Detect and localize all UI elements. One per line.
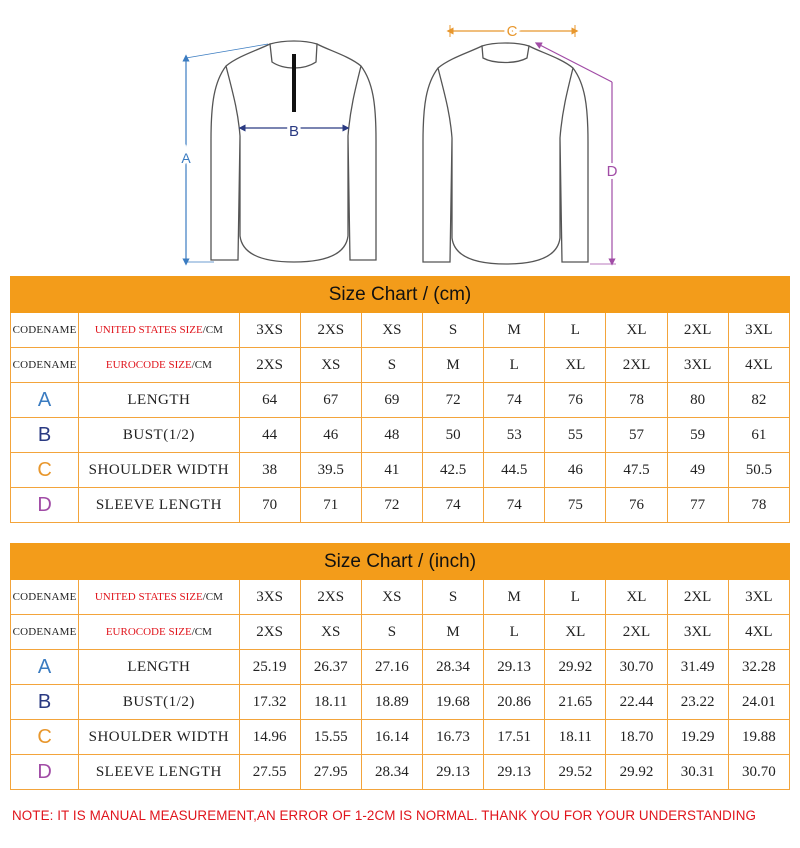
table-cell: L	[545, 580, 606, 615]
table-cell: 30.70	[728, 755, 789, 790]
table-cell: 74	[423, 488, 484, 523]
table-cell: 14.96	[239, 720, 300, 755]
table-cell: 30.31	[667, 755, 728, 790]
codename-cell: CODENAME	[11, 348, 79, 383]
table-cell: M	[484, 580, 545, 615]
table-cell: 2XL	[667, 313, 728, 348]
size-chart-inch	[10, 543, 790, 790]
table-cell: XS	[361, 580, 422, 615]
measure-letter: D	[11, 755, 79, 790]
table-cell: 27.55	[239, 755, 300, 790]
table-cell: 75	[545, 488, 606, 523]
table-cell: 24.01	[728, 685, 789, 720]
measurement-name: SLEEVE LENGTH	[79, 755, 239, 790]
table-cell: 2XS	[300, 580, 361, 615]
table-cell: 70	[239, 488, 300, 523]
table-cell: 25.19	[239, 650, 300, 685]
measurement-name: SHOULDER WIDTH	[79, 720, 239, 755]
table-cell: 18.89	[361, 685, 422, 720]
table-cell: S	[361, 615, 422, 650]
table-cell: 23.22	[667, 685, 728, 720]
table-row	[11, 313, 790, 348]
size-system-name: EUROCODE SIZE	[105, 359, 192, 371]
table-cell: XL	[545, 348, 606, 383]
measurement-name: LENGTH	[79, 650, 239, 685]
label-b: B	[288, 123, 300, 140]
table-cell: 17.32	[239, 685, 300, 720]
table-cell: 18.11	[545, 720, 606, 755]
table-cell: 4XL	[728, 615, 789, 650]
table-cell: XL	[606, 313, 667, 348]
table-cell: 53	[484, 418, 545, 453]
measure-letter: D	[11, 488, 79, 523]
measure-letter: A	[11, 383, 79, 418]
table-cell: M	[423, 348, 484, 383]
table-cell: L	[545, 313, 606, 348]
table-cell: 50.5	[728, 453, 789, 488]
back-shirt-outline	[423, 43, 588, 264]
size-system-name: EUROCODE SIZE	[105, 626, 192, 638]
size-chart-cm	[10, 276, 790, 523]
table-cell: 32.28	[728, 650, 789, 685]
table-title: Size Chart / (inch)	[11, 544, 790, 580]
table-cell: 71	[300, 488, 361, 523]
table-cell: L	[484, 348, 545, 383]
table-cell: M	[422, 615, 483, 650]
size-system-unit: /CM	[202, 591, 223, 603]
table-cell: 78	[606, 383, 667, 418]
measurement-name: LENGTH	[79, 383, 239, 418]
size-system-unit: /CM	[202, 324, 223, 336]
measurement-name: BUST(1/2)	[79, 685, 239, 720]
table-cell: 3XL	[667, 615, 728, 650]
table-cell: 29.13	[484, 755, 545, 790]
table-cell: S	[361, 348, 422, 383]
table-cell: 44	[239, 418, 300, 453]
table-cell: 17.51	[484, 720, 545, 755]
table-cell: L	[484, 615, 545, 650]
size-system-label	[79, 348, 239, 383]
table-cell: 29.92	[606, 755, 667, 790]
table-cell: 19.88	[728, 720, 789, 755]
table-cell: 78	[728, 488, 789, 523]
measure-letter: C	[11, 720, 79, 755]
table-cell: 19.29	[667, 720, 728, 755]
table-cell: XS	[300, 348, 361, 383]
table-cell: 3XS	[239, 313, 300, 348]
table-cell: 31.49	[667, 650, 728, 685]
table-cell: 30.70	[606, 650, 667, 685]
table-cell: 18.11	[300, 685, 361, 720]
table-cell: 22.44	[606, 685, 667, 720]
table-cell: 49	[667, 453, 728, 488]
codename-cell: CODENAME	[11, 615, 79, 650]
table-row	[11, 453, 790, 488]
table-cell: XL	[545, 615, 606, 650]
table-cell: 67	[300, 383, 361, 418]
table-cell: 42.5	[423, 453, 484, 488]
table-cell: 15.55	[300, 720, 361, 755]
table-cell: 29.92	[545, 650, 606, 685]
table-cell: 19.68	[422, 685, 483, 720]
table-cell: 2XL	[606, 348, 667, 383]
table-row	[11, 418, 790, 453]
table-cell: XS	[300, 615, 361, 650]
label-a: A	[181, 150, 191, 166]
table-cell: 80	[667, 383, 728, 418]
table-cell: 2XS	[239, 348, 300, 383]
table-cell: 74	[484, 383, 545, 418]
measurement-name: SLEEVE LENGTH	[79, 488, 239, 523]
table-row	[11, 580, 790, 615]
table-cell: 59	[667, 418, 728, 453]
size-system-name: UNITED STATES SIZE	[94, 591, 203, 603]
table-cell: 29.13	[422, 755, 483, 790]
table-cell: 16.14	[361, 720, 422, 755]
table-cell: 2XL	[606, 615, 667, 650]
table-cell: 2XS	[239, 615, 300, 650]
table-cell: 29.13	[484, 650, 545, 685]
table-cell: 82	[728, 383, 789, 418]
measurement-name: BUST(1/2)	[79, 418, 239, 453]
table-cell: 55	[545, 418, 606, 453]
table-row	[11, 755, 790, 790]
table-cell: 44.5	[484, 453, 545, 488]
size-system-label	[79, 313, 239, 348]
table-cell: 20.86	[484, 685, 545, 720]
size-system-name: UNITED STATES SIZE	[94, 324, 203, 336]
size-system-unit: /CM	[191, 359, 212, 371]
table-cell: 77	[667, 488, 728, 523]
table-cell: 29.52	[545, 755, 606, 790]
table-cell: 38	[239, 453, 300, 488]
table-row	[11, 348, 790, 383]
table-cell: 3XL	[728, 313, 789, 348]
table-cell: 64	[239, 383, 300, 418]
size-system-label	[79, 615, 239, 650]
measurement-note: NOTE: IT IS MANUAL MEASUREMENT,AN ERROR OF 1-2CM IS NORMAL. THANK YOU FOR YOUR UNDERSTANDING	[12, 808, 757, 823]
table-cell: 27.16	[361, 650, 422, 685]
table-cell: 18.70	[606, 720, 667, 755]
table-cell: 61	[728, 418, 789, 453]
table-cell: 16.73	[422, 720, 483, 755]
table-cell: 48	[361, 418, 422, 453]
table-cell: 46	[545, 453, 606, 488]
measure-letter: C	[11, 453, 79, 488]
measurement-name: SHOULDER WIDTH	[79, 453, 239, 488]
measure-letter: A	[11, 650, 79, 685]
garment-measurement-diagram	[0, 0, 800, 275]
table-cell: 72	[423, 383, 484, 418]
table-title: Size Chart / (cm)	[11, 277, 790, 313]
size-system-unit: /CM	[191, 626, 212, 638]
front-zipper	[292, 54, 296, 112]
table-cell: 4XL	[728, 348, 789, 383]
table-row	[11, 685, 790, 720]
table-cell: 57	[606, 418, 667, 453]
table-cell: 2XS	[300, 313, 361, 348]
table-cell: 41	[361, 453, 422, 488]
table-cell: 3XL	[667, 348, 728, 383]
table-cell: 21.65	[545, 685, 606, 720]
table-cell: XL	[606, 580, 667, 615]
table-cell: 74	[484, 488, 545, 523]
table-cell: 47.5	[606, 453, 667, 488]
codename-cell: CODENAME	[11, 580, 79, 615]
table-cell: 2XL	[667, 580, 728, 615]
table-row	[11, 650, 790, 685]
table-cell: S	[423, 313, 484, 348]
table-cell: 28.34	[422, 650, 483, 685]
table-row	[11, 615, 790, 650]
size-system-label	[79, 580, 239, 615]
table-cell: 50	[423, 418, 484, 453]
table-cell: S	[422, 580, 483, 615]
table-cell: 27.95	[300, 755, 361, 790]
table-row	[11, 720, 790, 755]
table-cell: 28.34	[361, 755, 422, 790]
table-cell: M	[484, 313, 545, 348]
table-cell: 3XL	[728, 580, 789, 615]
codename-cell: CODENAME	[11, 313, 79, 348]
table-cell: XS	[361, 313, 422, 348]
table-cell: 72	[361, 488, 422, 523]
measure-letter: B	[11, 685, 79, 720]
table-cell: 76	[606, 488, 667, 523]
table-cell: 39.5	[300, 453, 361, 488]
label-d: D	[606, 163, 618, 180]
table-cell: 46	[300, 418, 361, 453]
measure-letter: B	[11, 418, 79, 453]
table-cell: 26.37	[300, 650, 361, 685]
table-cell: 3XS	[239, 580, 300, 615]
table-cell: 76	[545, 383, 606, 418]
table-cell: 69	[361, 383, 422, 418]
table-row	[11, 488, 790, 523]
label-c: C	[506, 23, 518, 40]
table-row	[11, 383, 790, 418]
